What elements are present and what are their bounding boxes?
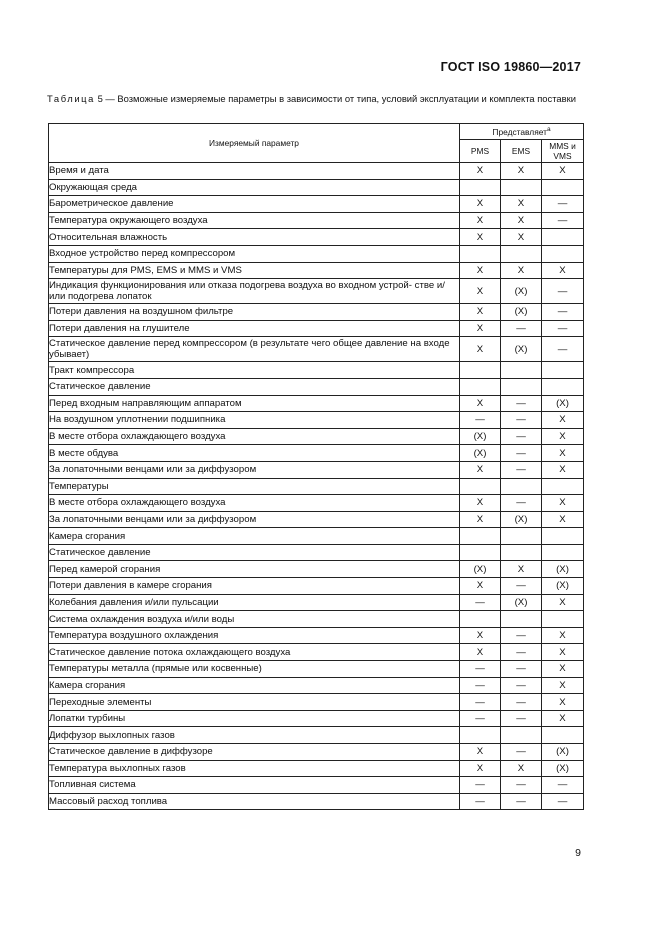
ems-cell: — [501,395,542,412]
pms-cell: X [460,279,501,304]
table-row [49,461,584,478]
ems-cell [501,528,542,545]
pms-cell: (X) [460,428,501,445]
parameter-cell: Статическое давление потока охлаждающего воздуха [49,644,460,661]
ems-cell: — [501,777,542,794]
mms-vms-cell: — [542,337,584,362]
parameter-cell: В месте обдува [49,445,460,462]
table-row [49,378,584,395]
ems-cell: — [501,793,542,810]
pms-cell: X [460,262,501,279]
parameter-cell: Переходные элементы [49,694,460,711]
mms-vms-cell: — [542,196,584,213]
parameter-cell: Окружающая среда [49,179,460,196]
table-row [49,744,584,761]
table-row [49,677,584,694]
mms-vms-cell: (X) [542,744,584,761]
pms-cell: — [460,677,501,694]
parameter-cell: В месте отбора охлаждающего воздуха [49,495,460,512]
parameter-cell: Система охлаждения воздуха и/или воды [49,611,460,628]
table-row [49,561,584,578]
mms-vms-cell [542,528,584,545]
ems-cell [501,378,542,395]
column-header-mms-vms-label: MMS и VMS [549,141,576,161]
parameters-table [48,123,584,810]
ems-cell: — [501,677,542,694]
table-row [49,445,584,462]
table-row [49,395,584,412]
pms-cell: X [460,212,501,229]
ems-cell: — [501,627,542,644]
pms-cell [460,179,501,196]
pms-cell: X [460,395,501,412]
ems-cell: — [501,461,542,478]
parameter-cell: Перед входным направляющим аппаратом [49,395,460,412]
pms-cell: X [460,304,501,321]
mms-vms-cell: — [542,793,584,810]
pms-cell [460,528,501,545]
pms-cell: — [460,777,501,794]
parameter-cell: Тракт компрессора [49,362,460,379]
ems-cell: X [501,212,542,229]
pms-cell: X [460,760,501,777]
table-row [49,179,584,196]
parameter-cell: За лопаточными венцами или за диффузором [49,511,460,528]
mms-vms-cell [542,544,584,561]
mms-vms-cell: X [542,428,584,445]
pms-cell: — [460,793,501,810]
parameter-cell: Температура окружающего воздуха [49,212,460,229]
ems-cell: (X) [501,337,542,362]
pms-cell: X [460,461,501,478]
table-caption [47,93,587,105]
parameter-cell: Статическое давление в диффузоре [49,744,460,761]
mms-vms-cell [542,229,584,246]
parameter-cell: Массовый расход топлива [49,793,460,810]
ems-cell: — [501,320,542,337]
table-row [49,279,584,304]
represents-group-header [460,124,584,140]
mms-vms-cell: X [542,710,584,727]
ems-cell: — [501,412,542,429]
mms-vms-cell: X [542,445,584,462]
parameter-cell: Статическое давление [49,544,460,561]
ems-cell: (X) [501,279,542,304]
mms-vms-cell: X [542,644,584,661]
parameter-cell: Температуры [49,478,460,495]
parameter-cell: Статическое давление [49,378,460,395]
pms-cell: — [460,412,501,429]
ems-cell: X [501,196,542,213]
table-caption-text: 5 — Возможные измеряемые параметры в зависимости от типа, условий эксплуатации и комплекта поставки [97,93,576,104]
parameter-cell: Топливная система [49,777,460,794]
table-row [49,212,584,229]
table-row [49,511,584,528]
table-row [49,578,584,595]
table-row [49,412,584,429]
ems-cell [501,544,542,561]
table-row [49,760,584,777]
ems-cell: (X) [501,594,542,611]
parameter-cell: За лопаточными венцами или за диффузором [49,461,460,478]
table-row [49,611,584,628]
pms-cell: X [460,578,501,595]
table-row [49,245,584,262]
ems-cell: — [501,644,542,661]
ems-cell: X [501,262,542,279]
parameter-cell: Потери давления на воздушном фильтре [49,304,460,321]
table-row [49,777,584,794]
parameter-cell: Камера сгорания [49,528,460,545]
table-body [49,163,584,810]
ems-cell: X [501,163,542,180]
mms-vms-cell: X [542,262,584,279]
mms-vms-cell: X [542,677,584,694]
table-row [49,594,584,611]
pms-cell: X [460,196,501,213]
mms-vms-cell: X [542,627,584,644]
parameter-cell: Входное устройство перед компрессором [49,245,460,262]
mms-vms-cell: — [542,212,584,229]
mms-vms-cell [542,611,584,628]
ems-cell: — [501,428,542,445]
mms-vms-cell: X [542,511,584,528]
ems-cell: — [501,495,542,512]
parameter-cell: Температуры для PMS, EMS и MMS и VMS [49,262,460,279]
parameter-cell: Камера сгорания [49,677,460,694]
mms-vms-cell [542,478,584,495]
parameter-cell: Относительная влажность [49,229,460,246]
table-row [49,428,584,445]
ems-cell: — [501,694,542,711]
mms-vms-cell: — [542,777,584,794]
pms-cell [460,378,501,395]
pms-cell: X [460,163,501,180]
mms-vms-cell: — [542,320,584,337]
document-standard-header: ГОСТ ISO 19860—2017 [440,60,581,74]
column-header-mms-vms [542,140,584,163]
parameter-cell: Температура выхлопных газов [49,760,460,777]
table-row [49,262,584,279]
table-row [49,727,584,744]
parameter-cell: В месте отбора охлаждающего воздуха [49,428,460,445]
mms-vms-cell: (X) [542,561,584,578]
ems-cell: (X) [501,511,542,528]
table-row [49,644,584,661]
pms-cell [460,362,501,379]
page-number: 9 [575,847,581,859]
table-row [49,478,584,495]
mms-vms-cell [542,378,584,395]
parameter-cell: Потери давления на глушителе [49,320,460,337]
table-row [49,229,584,246]
pms-cell: X [460,229,501,246]
mms-vms-cell: X [542,163,584,180]
pms-cell: (X) [460,445,501,462]
ems-cell [501,611,542,628]
param-column-header: Измеряемый параметр [49,124,460,163]
pms-cell: X [460,744,501,761]
ems-cell: — [501,710,542,727]
parameter-cell: Индикация функционирования или отказа подогрева воздуха во входном устрой- стве и/или подогрева лопаток [49,279,460,304]
mms-vms-cell: X [542,661,584,678]
parameter-cell: Колебания давления и/или пульсации [49,594,460,611]
table-row [49,544,584,561]
mms-vms-cell [542,179,584,196]
ems-cell: X [501,561,542,578]
ems-cell [501,362,542,379]
table-row [49,710,584,727]
mms-vms-cell: — [542,304,584,321]
pms-cell: X [460,511,501,528]
parameter-cell: Статическое давление перед компрессором (в результате чего общее давление на входе убывает) [49,337,460,362]
ems-cell [501,478,542,495]
parameter-cell: Перед камерой сгорания [49,561,460,578]
pms-cell: — [460,710,501,727]
pms-cell: X [460,337,501,362]
table-caption-label: Таблица [47,93,95,104]
column-header-ems: EMS [501,140,542,163]
parameter-cell: Потери давления в камере сгорания [49,578,460,595]
table-row [49,320,584,337]
ems-cell: X [501,760,542,777]
pms-cell: X [460,644,501,661]
mms-vms-cell: X [542,495,584,512]
ems-cell: — [501,578,542,595]
parameter-cell: Лопатки турбины [49,710,460,727]
pms-cell: X [460,320,501,337]
mms-vms-cell: X [542,594,584,611]
parameter-cell: Диффузор выхлопных газов [49,727,460,744]
table-row [49,163,584,180]
ems-cell: — [501,445,542,462]
table-row [49,694,584,711]
parameter-cell: Температура воздушного охлаждения [49,627,460,644]
parameter-cell: Время и дата [49,163,460,180]
parameter-cell: На воздушном уплотнении подшипника [49,412,460,429]
ems-cell [501,727,542,744]
table-row [49,362,584,379]
mms-vms-cell: (X) [542,760,584,777]
table-row [49,337,584,362]
pms-cell [460,727,501,744]
parameter-cell: Барометрическое давление [49,196,460,213]
table-row [49,495,584,512]
parameter-cell: Температуры металла (прямые или косвенные) [49,661,460,678]
mms-vms-cell [542,245,584,262]
ems-cell [501,245,542,262]
column-header-pms: PMS [460,140,501,163]
mms-vms-cell: X [542,412,584,429]
pms-cell: — [460,594,501,611]
mms-vms-cell: (X) [542,395,584,412]
table-row [49,528,584,545]
mms-vms-cell [542,727,584,744]
pms-cell: X [460,495,501,512]
pms-cell: X [460,627,501,644]
mms-vms-cell: (X) [542,578,584,595]
pms-cell [460,544,501,561]
mms-vms-cell: X [542,694,584,711]
ems-cell: — [501,661,542,678]
mms-vms-cell: — [542,279,584,304]
pms-cell [460,245,501,262]
ems-cell: X [501,229,542,246]
mms-vms-cell [542,362,584,379]
represents-group-label: Представляет [492,126,547,137]
table-row [49,661,584,678]
represents-footnote-mark: а [546,126,551,134]
pms-cell: — [460,694,501,711]
ems-cell: (X) [501,304,542,321]
table-row [49,196,584,213]
pms-cell: (X) [460,561,501,578]
table-row [49,793,584,810]
ems-cell [501,179,542,196]
pms-cell: — [460,661,501,678]
table-row [49,304,584,321]
pms-cell [460,611,501,628]
table-row [49,627,584,644]
ems-cell: — [501,744,542,761]
mms-vms-cell: X [542,461,584,478]
pms-cell [460,478,501,495]
